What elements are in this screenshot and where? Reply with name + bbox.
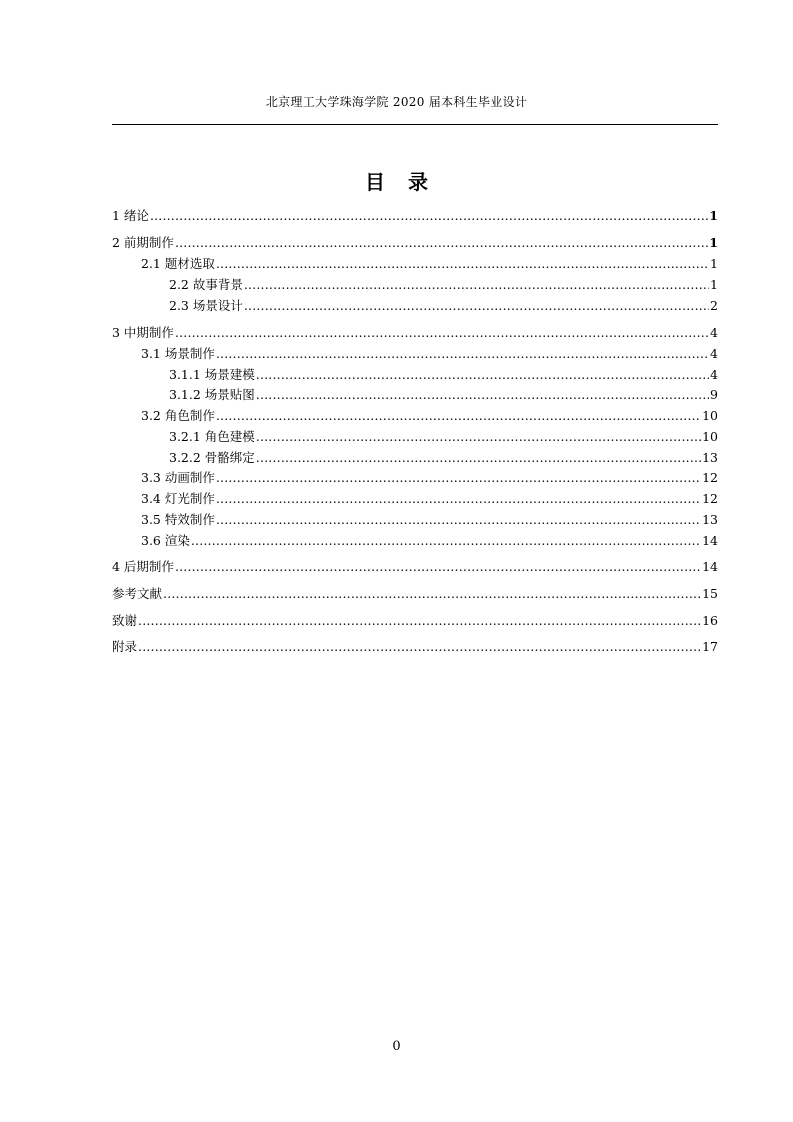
toc-entry-label: 2 前期制作 <box>112 235 174 250</box>
toc-entry-page: 14 <box>702 559 718 574</box>
toc-entry-page: 4 <box>710 325 718 340</box>
toc-entry-skeleton-rigging[interactable] <box>169 450 718 466</box>
toc-entry-label: 3.1 场景制作 <box>141 346 215 361</box>
dot-leader <box>244 277 709 293</box>
toc-title: 目 录 <box>365 170 428 194</box>
toc-entry-page: 1 <box>709 208 718 223</box>
page-header: 北京理工大学珠海学院 2020 届本科生毕业设计 <box>265 95 528 109</box>
page-number: 0 <box>392 1039 401 1054</box>
toc-entry-midproduction[interactable] <box>112 325 718 341</box>
dot-leader <box>216 512 701 528</box>
toc-entry-page: 10 <box>702 429 718 444</box>
dot-leader <box>256 450 701 466</box>
toc-entry-scene-production[interactable] <box>141 346 718 362</box>
toc-entry-page: 2 <box>710 298 718 313</box>
dot-leader <box>138 613 701 629</box>
dot-leader <box>175 235 708 251</box>
toc-entry-rendering[interactable] <box>141 533 718 549</box>
toc-entry-label: 3.6 渲染 <box>141 533 190 548</box>
toc-entry-page: 10 <box>702 408 718 423</box>
toc-entry-page: 13 <box>702 512 718 527</box>
dot-leader <box>163 586 701 602</box>
dot-leader <box>175 325 709 341</box>
dot-leader <box>256 367 709 383</box>
toc-entry-label: 3 中期制作 <box>112 325 174 340</box>
dot-leader <box>256 387 709 403</box>
dot-leader <box>175 559 701 575</box>
toc-entry-topic-selection[interactable] <box>141 256 718 272</box>
toc-entry-references[interactable] <box>112 586 718 602</box>
dot-leader <box>191 533 701 549</box>
toc-entry-preproduction[interactable] <box>112 235 718 251</box>
toc-entry-lighting-production[interactable] <box>141 491 718 507</box>
dot-leader <box>216 408 701 424</box>
toc-entry-label: 3.2.1 角色建模 <box>169 429 255 444</box>
toc-entry-label: 3.3 动画制作 <box>141 470 215 485</box>
toc-entry-page: 13 <box>702 450 718 465</box>
toc-entry-label: 2.2 故事背景 <box>169 277 243 292</box>
toc-entry-label: 3.4 灯光制作 <box>141 491 215 506</box>
dot-leader <box>216 256 709 272</box>
toc-entry-scene-modeling[interactable] <box>169 367 718 383</box>
toc-entry-introduction[interactable] <box>112 208 718 224</box>
toc-entry-page: 4 <box>710 367 718 382</box>
toc-entry-page: 1 <box>709 235 718 250</box>
toc-entry-postproduction[interactable] <box>112 559 718 575</box>
toc-entry-label: 4 后期制作 <box>112 559 174 574</box>
toc-entry-character-production[interactable] <box>141 408 718 424</box>
toc-entry-acknowledgements[interactable] <box>112 613 718 629</box>
toc-entry-page: 1 <box>710 256 718 271</box>
toc-entry-page: 16 <box>702 613 718 628</box>
toc-entry-label: 3.2.2 骨骼绑定 <box>169 450 255 465</box>
toc-entry-page: 15 <box>702 586 718 601</box>
dot-leader <box>216 491 701 507</box>
dot-leader <box>256 429 701 445</box>
toc-entry-label: 1 绪论 <box>112 208 149 223</box>
toc-entry-label: 附录 <box>112 639 138 654</box>
toc-entry-label: 3.2 角色制作 <box>141 408 215 423</box>
dot-leader <box>244 298 709 314</box>
toc-entry-label: 致谢 <box>112 613 138 628</box>
toc-entry-appendix[interactable] <box>112 639 718 655</box>
table-of-contents <box>112 0 718 1122</box>
dot-leader <box>216 470 701 486</box>
toc-entry-page: 9 <box>710 387 718 402</box>
dot-leader <box>138 639 701 655</box>
toc-entry-page: 4 <box>710 346 718 361</box>
dot-leader <box>150 208 708 224</box>
toc-entry-animation-production[interactable] <box>141 470 718 486</box>
toc-entry-character-modeling[interactable] <box>169 429 718 445</box>
toc-entry-label: 2.3 场景设计 <box>169 298 243 313</box>
toc-entry-page: 12 <box>702 470 718 485</box>
toc-entry-scene-design[interactable] <box>169 298 718 314</box>
toc-entry-label: 3.1.1 场景建模 <box>169 367 255 382</box>
toc-entry-page: 1 <box>710 277 718 292</box>
toc-entry-story-background[interactable] <box>169 277 718 293</box>
dot-leader <box>216 346 709 362</box>
toc-entry-label: 2.1 题材选取 <box>141 256 215 271</box>
toc-entry-page: 17 <box>702 639 718 654</box>
toc-entry-scene-texturing[interactable] <box>169 387 718 403</box>
toc-entry-label: 3.5 特效制作 <box>141 512 215 527</box>
toc-entry-page: 12 <box>702 491 718 506</box>
toc-entry-label: 参考文献 <box>112 586 163 601</box>
toc-entry-page: 14 <box>702 533 718 548</box>
toc-entry-effects-production[interactable] <box>141 512 718 528</box>
toc-entry-label: 3.1.2 场景贴图 <box>169 387 255 402</box>
